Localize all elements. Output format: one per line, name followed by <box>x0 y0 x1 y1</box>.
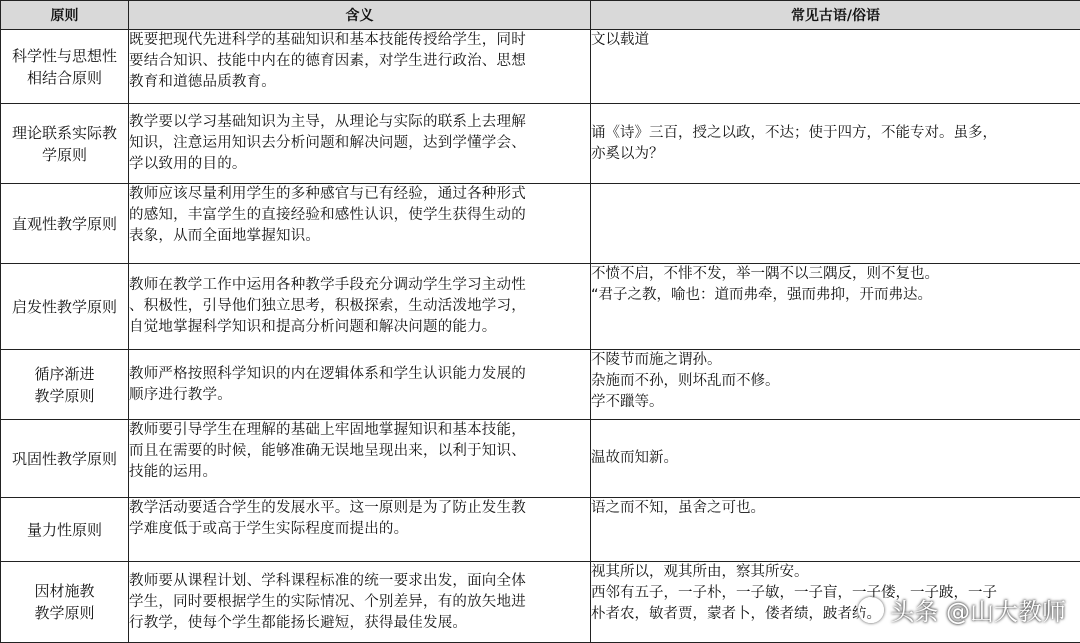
meaning-line: 的感知，丰富学生的直接经验和感性认识，使学生获得生动的 <box>129 205 590 226</box>
meaning-line: 技能的运用。 <box>129 462 590 483</box>
meaning-line: 教育和道德品质教育。 <box>129 72 590 93</box>
meaning-line: 教学活动要适合学生的发展水平。这一原则是为了防止发生教 <box>129 498 590 519</box>
table-row <box>1 350 1080 420</box>
table-row <box>1 264 1080 350</box>
principle-line: 科学性与思想性 <box>1 45 128 67</box>
sayings-cell <box>591 498 1080 562</box>
meaning-cell <box>129 184 591 264</box>
principle-line: 直观性教学原则 <box>1 213 128 235</box>
meaning-cell <box>129 104 591 184</box>
meaning-line: 教学要以学习基础知识为主导，从理论与实际的联系上去理解 <box>129 112 590 133</box>
meaning-line: 、积极性，引导他们独立思考，积极探索，生动活泼地学习， <box>129 296 590 317</box>
header-row <box>1 1 1080 30</box>
saying-line: 朴者农，敏者贾，蒙者卜，偻者绩，跛者纺。 <box>591 604 1080 625</box>
principle-line: 教学原则 <box>1 602 128 624</box>
principle-cell <box>1 562 129 643</box>
meaning-line: 教师在教学工作中运用各种教学手段充分调动学生学习主动性 <box>129 275 590 296</box>
saying-line: 语之而不知，虽舍之可也。 <box>591 498 1080 519</box>
principle-line: 相结合原则 <box>1 67 128 89</box>
watermark-text: 头条 @山大教师 <box>890 592 1066 627</box>
meaning-line: 自觉地掌握科学知识和提高分析问题和解决问题的能力。 <box>129 317 590 338</box>
meaning-cell <box>129 264 591 350</box>
meaning-line: 教师严格按照科学知识的内在逻辑体系和学生认识能力发展的 <box>129 364 590 385</box>
toutiao-logo-icon <box>858 597 884 623</box>
header-principle: 原则 <box>1 1 129 30</box>
saying-line: 文以载道 <box>591 30 1080 51</box>
table-row <box>1 184 1080 264</box>
meaning-line: 学生，同时要根据学生的实际情况、个别差异，有的放矢地进 <box>129 592 590 613</box>
meaning-line: 教师应该尽量利用学生的多种感官与已有经验，通过各种形式 <box>129 184 590 205</box>
saying-line: “君子之教，喻也：道而弗牵，强而弗抑，开而弗达。 <box>591 285 1080 306</box>
saying-line: 诵《诗》三百，授之以政，不达；使于四方，不能专对。虽多， <box>591 123 1080 144</box>
table-row <box>1 498 1080 562</box>
watermark <box>858 592 1066 627</box>
header-meaning: 含义 <box>129 1 591 30</box>
principle-cell <box>1 184 129 264</box>
table-row <box>1 30 1080 104</box>
meaning-line: 学难度低于或高于学生实际程度而提出的。 <box>129 519 590 540</box>
principle-line: 理论联系实际教 <box>1 122 128 144</box>
meaning-line: 要结合知识、技能中内在的德育因素，对学生进行政治、思想 <box>129 51 590 72</box>
principle-cell <box>1 498 129 562</box>
saying-line: 不愤不启，不悱不发，举一隅不以三隅反，则不复也。 <box>591 264 1080 285</box>
meaning-line: 既要把现代先进科学的基础知识和基本技能传授给学生，同时 <box>129 30 590 51</box>
principle-cell <box>1 104 129 184</box>
meaning-line: 行教学，使每个学生都能扬长避短，获得最佳发展。 <box>129 613 590 634</box>
principle-cell <box>1 420 129 498</box>
meaning-cell <box>129 562 591 643</box>
saying-line: 学不躐等。 <box>591 392 1080 413</box>
principle-line: 教学原则 <box>1 385 128 407</box>
meaning-cell <box>129 30 591 104</box>
table-row <box>1 420 1080 498</box>
sayings-cell <box>591 420 1080 498</box>
principle-line: 学原则 <box>1 144 128 166</box>
principle-line: 量力性原则 <box>1 519 128 541</box>
sayings-cell <box>591 184 1080 264</box>
meaning-line: 学以致用的目的。 <box>129 154 590 175</box>
sayings-cell <box>591 104 1080 184</box>
meaning-line: 而且在需要的时候，能够准确无误地呈现出来，以利于知识、 <box>129 441 590 462</box>
meaning-line: 顺序进行教学。 <box>129 385 590 406</box>
meaning-cell <box>129 498 591 562</box>
meaning-line: 表象，从而全面地掌握知识。 <box>129 226 590 247</box>
saying-line: 视其所以，观其所由，察其所安。 <box>591 562 1080 583</box>
meaning-line: 教师要从课程计划、学科课程标准的统一要求出发，面向全体 <box>129 571 590 592</box>
principle-line: 启发性教学原则 <box>1 296 128 318</box>
sayings-cell <box>591 350 1080 420</box>
header-sayings: 常见古语/俗语 <box>591 1 1080 30</box>
saying-line: 亦奚以为？ <box>591 144 1080 165</box>
saying-line: 杂施而不孙，则坏乱而不修。 <box>591 371 1080 392</box>
saying-line: 温故而知新。 <box>591 448 1080 469</box>
sayings-cell <box>591 30 1080 104</box>
meaning-cell <box>129 350 591 420</box>
principle-cell <box>1 30 129 104</box>
principle-line: 循序渐进 <box>1 363 128 385</box>
table-row <box>1 104 1080 184</box>
principle-cell <box>1 350 129 420</box>
meaning-line: 教师要引导学生在理解的基础上牢固地掌握知识和基本技能， <box>129 420 590 441</box>
meaning-line: 知识，注意运用知识去分析问题和解决问题，达到学懂学会、 <box>129 133 590 154</box>
meaning-cell <box>129 420 591 498</box>
principle-cell <box>1 264 129 350</box>
principle-line: 因材施教 <box>1 580 128 602</box>
principle-line: 巩固性教学原则 <box>1 448 128 470</box>
saying-line: 西邻有五子，一子朴，一子敏，一子盲，一子偻，一子跛，一子 <box>591 583 1080 604</box>
sayings-cell <box>591 264 1080 350</box>
saying-line: 不陵节而施之谓孙。 <box>591 350 1080 371</box>
